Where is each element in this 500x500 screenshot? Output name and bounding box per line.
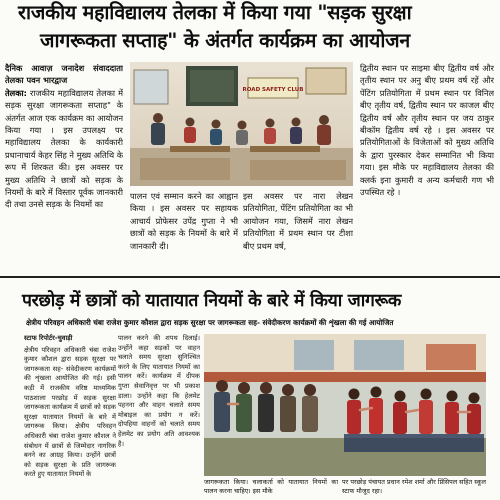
article2-headline: परछोड़ में छात्रों को यातायात नियमों के बारे में किया जागरूक	[22, 291, 402, 311]
article2-caption-right: पर परछोड़ पंचायत प्रधान रमेश शर्मा और प्रिंसिपल सहित स्कूल स्टाफ मौजूद रहा।	[342, 478, 486, 495]
road-safety-sign: ROAD SAFETY CLUB	[242, 87, 304, 93]
students-pledge-photo	[204, 334, 486, 476]
article2-byline: स्टाफ रिपोर्टर-चुवाड़ी	[24, 334, 73, 342]
article2-col1-text: क्षेत्रीय परिवहन अधिकारी चंबा राजेश कुमार कौशल द्वारा सड़क सुरक्षा पर जागरूकता सह- संवेदीकरण कार्यक्रमों की शृंखला आयोजित की गई। इसी कड़ी में राजकीय वरिष्ठ माध्यमिक पाठशाला परछोड़ में सड़क सुरक्षा जागरूकता कार्यक्रम में छात्रों को सड़क सुरक्षा यातायात नियमों के बारे में जागरूक किया। क्षेत्रीय परिवहन अधिकारी चंबा राजेश कुमार कौशल ने संबोधन में छात्रों से जिम्मेदार नागरिक बनने का आग्रह किया। उन्होंने छात्रों को सड़क सुरक्षा के प्रति जागरूक करते हुए यातायात नियमों के	[24, 345, 116, 479]
article1-column-3: इस अवसर पर नारा लेखन प्रतियोगिता, पेंटिंग प्रतियोगिता का भी आयोजन गया, जिसमें नारा लेखन प्रतियोगिता में प्रथम स्थान पर टीशा बीए प्रथम वर्ष,	[243, 191, 353, 251]
article1-headline-line2: जागरूकता सप्ताह" के अंतर्गत कार्यक्रम का आयोजन	[40, 29, 411, 52]
article1-headline-line1: राजकीय महाविद्यालय तेलका में किया गया "सड़क सुरक्षा	[18, 1, 412, 24]
article2-column-1	[24, 334, 116, 496]
article2-column-2: पालन करने की शपथ दिलाई। उन्होंने कहा सड़कों पर वाहन चलाते समय सुरक्षा सुनिश्चित करने के लिए यातायात नियमों का पालन करें। कार्यक्रम में दीपक गुप्ता सेवानिवृत्त पर भी प्रकाश डाला। उन्होंने कहा कि हेलमेट पहनना और वाहन चलाते समय मोबाइल का प्रयोग न करें। दोपहिया वाहनों को चलाते समय हेलमेट का प्रयोग अति आवश्यक है।	[118, 334, 200, 448]
article-divider	[0, 276, 500, 278]
article1-column-2: पालन एवं सम्मान करने का आह्वान किया । इस अवसर पर सहायक आचार्य प्रोफेसर उपेंद्र गुप्ता ने भी छात्रों को सड़क के नियमों के बारे में जानकारी दी।	[130, 191, 238, 251]
article2-subheadline: क्षेत्रीय परिवहन अधिकारी चंबा राजेश कुमार कौशल द्वारा सड़क सुरक्षा पर जागरूकता सह- संवेदीकरण कार्यक्रमों की शृंखला की गई आयोजित	[26, 318, 394, 327]
article1-column-1	[5, 62, 123, 258]
article2-photo	[204, 334, 486, 476]
article1-byline: दैनिक आवाज़ जनादेश संवाददाता तेलका पवन भारद्वाज	[5, 63, 123, 86]
classroom-photo	[130, 62, 353, 186]
article1-dateline: तेलका:	[5, 87, 27, 98]
article1-body-1	[5, 87, 123, 211]
article2-caption-left: जागरूकता किया। चलाकर्ता को यातायात नियमों का पालन करना चाहिए। इस मौके	[204, 478, 338, 495]
article1-photo	[130, 62, 353, 186]
article1-col1-text: राजकीय महाविद्यालय तेलका में सड़क सुरक्षा जागरूकता सप्ताह" के अंतर्गत आज एक कार्यक्रम का आयोजन किया गया । इस उपलक्ष्य पर महाविद्यालय तेलका के कार्यकारी प्रधानाचार्य केहर सिंह ने मुख्य अतिथि के रूप में शिरकत की। इस अवसर पर मुख्य अतिथि ने छात्रों को सड़क के नियमों के बारे में विस्तार पूर्वक जानकारी दी तथा उनसे सड़क के नियमों का	[5, 87, 123, 210]
article1-column-4: द्वितीय स्थान पर साइमा बीए द्वितीय वर्ष और तृतीय स्थान पर अनु बीए प्रथम वर्ष रहें और पेंटिंग प्रतियोगिता में प्रथम स्थान पर विनिल बीए तृतीय वर्ष, द्वितीय स्थान पर काजल बीए द्वितीय वर्ष और तृतीय स्थान पर जय ठाकुर बीकॉम द्वितीय वर्ष रहे । इस अवसर पर प्रतियोगिताओं के विजेताओं को मुख्य अतिथि के द्वारा पुरस्कार देकर सम्मानित भी किया गया। इस मौके पर महाविद्यालय तेलका की क्लर्क इना कुमारी व अन्य कर्मचारी गण भी उपस्थित रहे ।	[360, 63, 494, 198]
